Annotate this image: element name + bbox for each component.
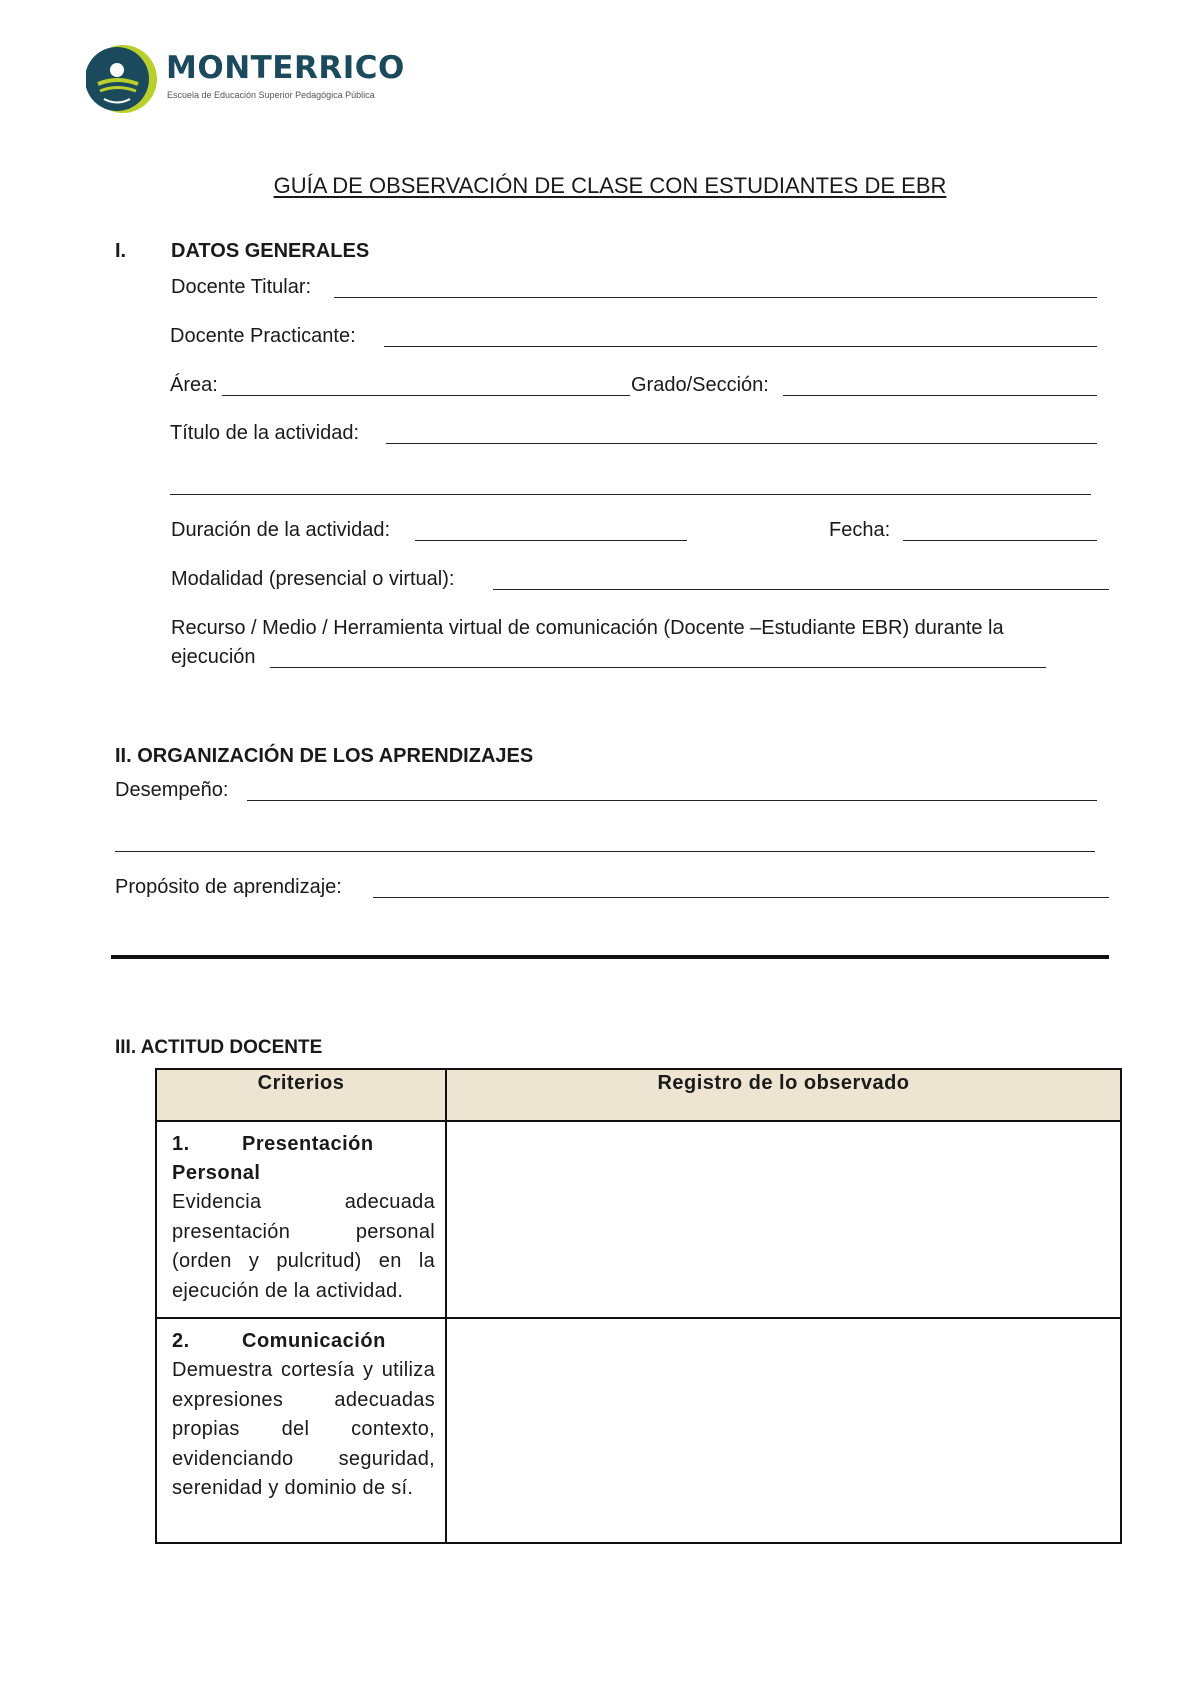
recurso-label-line2: ejecución	[171, 646, 256, 668]
observation-cell[interactable]	[446, 1318, 1121, 1543]
section1-heading: DATOS GENERALES	[171, 240, 370, 262]
criteria-cell	[156, 1318, 446, 1543]
fecha-label: Fecha:	[829, 519, 891, 541]
table-header-row	[156, 1069, 1121, 1121]
criteria-title	[172, 1130, 435, 1188]
modalidad-label: Modalidad (presencial o virtual):	[171, 568, 455, 590]
observation-cell[interactable]	[446, 1121, 1121, 1318]
desempeno-line[interactable]	[247, 800, 1097, 801]
section-divider	[111, 955, 1109, 959]
section1-number: I.	[115, 240, 127, 262]
criteria-cell	[156, 1121, 446, 1318]
criteria-description: Evidencia adecuada presentación personal (orden y pulcritud) en la ejecución de la actividad.	[172, 1191, 435, 1302]
table-row	[156, 1121, 1121, 1318]
brand-name: MONTERRICO	[166, 50, 405, 86]
modalidad-line[interactable]	[493, 589, 1109, 590]
titulo-actividad-label: Título de la actividad:	[170, 422, 359, 444]
section2-heading: II. ORGANIZACIÓN DE LOS APRENDIZAJES	[115, 745, 534, 767]
area-line[interactable]	[222, 395, 630, 396]
titulo-actividad-line[interactable]	[386, 443, 1097, 444]
area-label: Área:	[170, 374, 218, 396]
docente-practicante-label: Docente Practicante:	[170, 325, 356, 347]
criteria-number: 1.	[172, 1133, 190, 1155]
criteria-table	[155, 1068, 1122, 1544]
table-row	[156, 1318, 1121, 1543]
duracion-line[interactable]	[415, 540, 687, 541]
column-header-registro: Registro de lo observado	[446, 1069, 1121, 1121]
criteria-number: 2.	[172, 1330, 190, 1352]
titulo-actividad-line-2[interactable]	[170, 494, 1091, 495]
docente-titular-line[interactable]	[334, 297, 1097, 298]
grado-seccion-label: Grado/Sección:	[631, 374, 769, 396]
criteria-title-line1: Presentación	[242, 1133, 374, 1155]
criteria-title-line2: Personal	[172, 1162, 261, 1184]
recurso-label-line1: Recurso / Medio / Herramienta virtual de comunicación (Docente –Estudiante EBR) durante la	[171, 617, 1004, 639]
brand-subtitle: Escuela de Educación Superior Pedagógica Pública	[167, 90, 375, 100]
duracion-label: Duración de la actividad:	[171, 519, 391, 541]
desempeno-label: Desempeño:	[115, 779, 229, 801]
grado-seccion-line[interactable]	[783, 395, 1097, 396]
proposito-label: Propósito de aprendizaje:	[115, 876, 342, 898]
criteria-title	[172, 1327, 435, 1356]
document-title: GUÍA DE OBSERVACIÓN DE CLASE CON ESTUDIANTES DE EBR	[273, 173, 947, 198]
docente-practicante-line[interactable]	[384, 346, 1097, 347]
section3-heading: III. ACTITUD DOCENTE	[115, 1037, 323, 1058]
column-header-criterios: Criterios	[156, 1069, 446, 1121]
logo-emblem-icon	[86, 40, 162, 118]
fecha-line[interactable]	[903, 540, 1097, 541]
institution-logo	[86, 40, 405, 120]
criteria-description: Demuestra cortesía y utiliza expresiones adecuadas propias del contexto, evidenciando seguridad, serenidad y dominio de sí.	[172, 1359, 435, 1499]
recurso-line[interactable]	[270, 667, 1046, 668]
docente-titular-label: Docente Titular:	[171, 276, 312, 298]
criteria-title-line1: Comunicación	[242, 1330, 386, 1352]
proposito-line[interactable]	[373, 897, 1109, 898]
desempeno-line-2[interactable]	[115, 851, 1095, 852]
